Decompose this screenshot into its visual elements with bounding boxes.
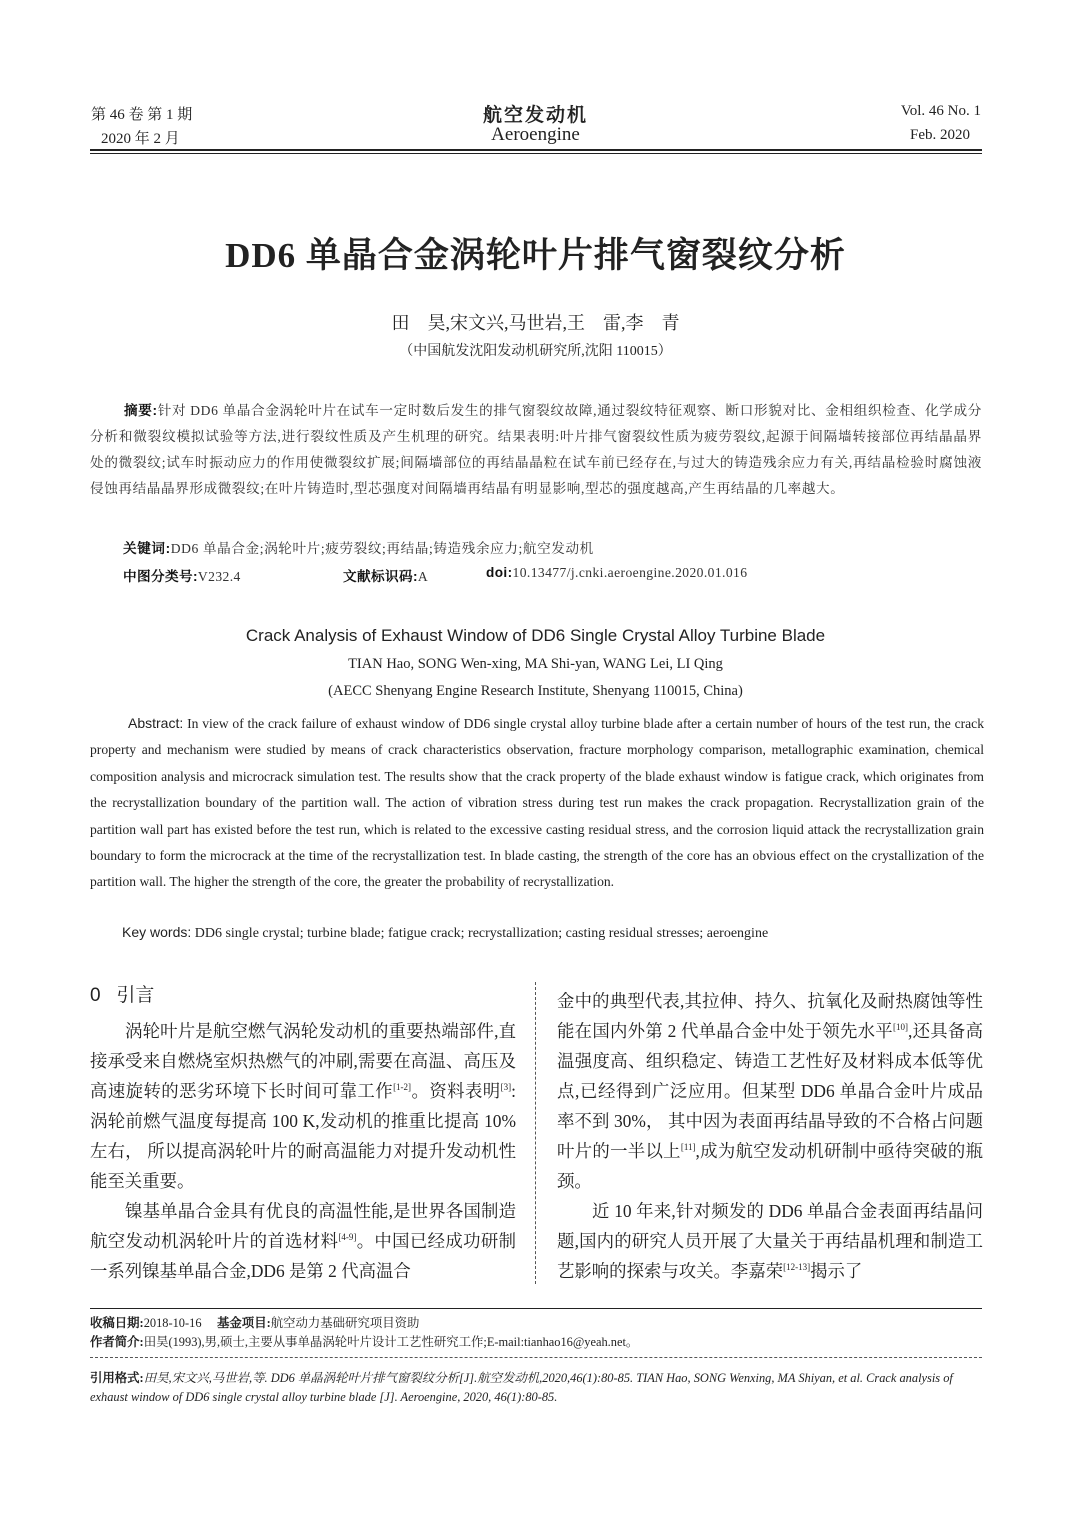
abstract-cn-text: 针对 DD6 单晶合金涡轮叶片在试车一定时数后发生的排气窗裂纹故障,通过裂纹特征观察、断口形貌对比、金相组织检查、化学成分分析和微裂纹模拟试验等方法,进行裂纹性质及产生机理的研究。结果表明:叶片排气窗裂纹性质为疲劳裂纹,起源于间隔墙转接部位再结晶晶界处的微裂纹;试车时振动应力的作用使微裂纹扩展;间隔墙部位的再结晶晶粒在试车前已经存在,与过大的铸造残余应力有关,再结晶检验时腐蚀液侵蚀再结晶晶界形成微裂纹;在叶片铸造时,型芯强度对间隔墙再结晶有明显影响,型芯的强度越高,产生再结晶的几率越大。 — [90, 403, 982, 496]
body-column-right — [557, 986, 983, 1286]
header-date-cn: 2020 年 2 月 — [101, 131, 180, 147]
body-paragraph: 涡轮叶片是航空燃气涡轮发动机的重要热端部件,直接承受来自燃烧室炽热燃气的冲刷,需要在高温、高压及高速旋转的恶劣环境下长时间可靠工作[1-2]。资料表明[3]:涡轮前燃气温度每提高 100 K,发动机的推重比提高 10%左右， 所以提高涡轮叶片的耐高温能力对提升发动机性能至关重要。 — [90, 1021, 516, 1191]
keywords-cn — [123, 537, 594, 557]
header-volume-issue: 第 46 卷 第 1 期 — [91, 107, 193, 123]
journal-name-en: Aeroengine — [491, 124, 580, 145]
citation-ref[interactable]: [11] — [680, 1142, 696, 1152]
citation-ref[interactable]: [12-13] — [783, 1262, 811, 1272]
header-date-en: Feb. 2020 — [910, 127, 970, 143]
citation-ref[interactable]: [10] — [892, 1022, 908, 1032]
column-divider — [535, 982, 536, 1284]
english-title: Crack Analysis of Exhaust Window of DD6 Single Crystal Alloy Turbine Blade — [245, 626, 826, 645]
clc-label: 中图分类号: — [123, 569, 198, 584]
section-heading — [90, 980, 154, 1007]
doi — [486, 565, 747, 581]
journal-name-cn: 航空发动机 — [482, 105, 588, 126]
abstract-cn — [90, 398, 982, 502]
abstract-en-text: In view of the crack failure of exhaust window of DD6 single crystal alloy turbine blade after a certain number of hours of the test run, the crack property and mechanism were studied by means of crack characteristics observation, fracture morphology comparison, metallographic examination, chemical composition analysis and microcrack simulation test. The results show that the crack property of the blade exhaust window is fatigue crack, which originates from the recrystallization boundary of the partition wall. The action of vibration stress during test run makes the crack propagation. Recrystallization grain of the partition wall part has existed before the test run, which is related to the excessive casting residual stress, and the corrosion liquid attack the recrystallization grain boundary to form the microcrack at the time of the recrystallization test. In blade casting, the strength of the core has an obvious effect on the crystallization of the partition wall. The higher the strength of the core, the greater the probability of recrystallization. — [90, 716, 984, 890]
clc-number — [123, 565, 241, 585]
clc-value: V232.4 — [197, 569, 241, 584]
english-affiliation: (AECC Shenyang Engine Research Institute, Shenyang 110015, China) — [328, 683, 743, 699]
author-list: 田 昊,宋文兴,马世岩,王 雷,李 青 — [391, 313, 680, 333]
footnote-rule — [90, 1308, 982, 1309]
paper-title: DD6 单晶合金涡轮叶片排气窗裂纹分析 — [225, 236, 846, 275]
footnote-author: 作者简介:田昊(1993),男,硕士,主要从事单晶涡轮叶片设计工艺性研究工作;E-mail:tianhao16@yeah.net。 — [90, 1335, 639, 1349]
body-column-left — [90, 1016, 516, 1286]
doc-code-value: A — [417, 569, 429, 584]
citation-format: 引用格式:田昊,宋文兴,马世岩,等. DD6 单晶涡轮叶片排气窗裂纹分析[J].航空发动机,2020,46(1):80-85. TIAN Hao, SONG Wenxing, MA Shiyan, et al. Crack analysis of exhaust window of DD6 single crystal alloy turbine blade [J]. Aeroengine, 2020, 46(1):80-85. — [90, 1371, 953, 1404]
section-number: 0 — [90, 985, 101, 1006]
keywords-en — [122, 924, 768, 942]
doi-value: 10.13477/j.cnki.aeroengine.2020.01.016 — [512, 565, 748, 580]
header-rule — [90, 149, 982, 151]
keywords-en-text: DD6 single crystal; turbine blade; fatigue crack; recrystallization; casting residual stresses; aeroengine — [194, 926, 769, 941]
abstract-en — [90, 710, 984, 896]
footnote-received: 收稿日期:2018-10-16 基金项目:航空动力基础研究项目资助 — [90, 1316, 420, 1330]
body-paragraph: 镍基单晶合金具有优良的高温性能,是世界各国制造航空发动机涡轮叶片的首选材料[4-9]。中国已经成功研制一系列镍基单晶合金,DD6 是第 2 代高温合 — [90, 1201, 516, 1281]
keywords-en-label: Key words: — [122, 924, 192, 940]
header-volume-en: Vol. 46 No. 1 — [900, 103, 981, 119]
doc-code-label: 文献标识码: — [343, 569, 418, 584]
section-title: 引言 — [116, 985, 155, 1006]
keywords-cn-label: 关键词: — [123, 541, 171, 556]
abstract-en-label: Abstract: — [128, 715, 184, 731]
english-authors: TIAN Hao, SONG Wen-xing, MA Shi-yan, WANG Lei, LI Qing — [348, 656, 723, 672]
body-paragraph: 金中的典型代表,其拉伸、持久、抗氧化及耐热腐蚀等性能在国内外第 2 代单晶合金中处于领先水平[10],还具备高温强度高、组织稳定、铸造工艺性好及材料成本低等优点,已经得到广泛应用。但某型 DD6 单晶合金叶片成品率不到 30%， 其中因为表面再结晶导致的不合格占问题叶片的一半以上[11],成为航空发动机研制中亟待突破的瓶颈。 — [557, 991, 983, 1191]
footnote-divider — [90, 1357, 982, 1358]
doi-label: doi: — [486, 565, 513, 580]
affiliation: （中国航发沈阳发动机研究所,沈阳 110015） — [399, 344, 672, 359]
abstract-cn-label: 摘要: — [124, 403, 158, 418]
document-code — [343, 565, 428, 585]
citation-ref[interactable]: [1-2] — [393, 1082, 412, 1092]
header-rule-thin — [90, 153, 982, 154]
keywords-cn-text: DD6 单晶合金;涡轮叶片;疲劳裂纹;再结晶;铸造残余应力;航空发动机 — [170, 541, 594, 556]
body-paragraph: 近 10 年来,针对频发的 DD6 单晶合金表面再结晶问题,国内的研究人员开展了大量关于再结晶机理和制造工艺影响的探索与攻关。李嘉荣[12-13]揭示了 — [557, 1201, 983, 1281]
citation-ref[interactable]: [4-9] — [338, 1232, 357, 1242]
citation-ref[interactable]: [3] — [500, 1082, 512, 1092]
